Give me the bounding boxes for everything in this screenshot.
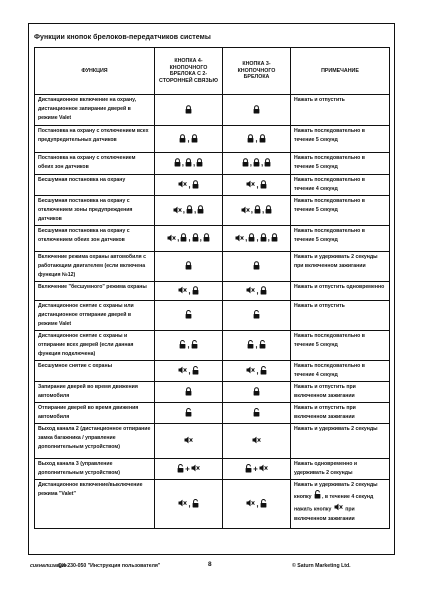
function-cell: Запирание дверей во время движения автомобиля <box>35 382 155 403</box>
function-cell: Бесшумная постановка на охрану с отключением обеих зон датчиков <box>35 226 155 252</box>
button-4key-cell <box>155 361 223 382</box>
button-4key-cell <box>155 382 223 403</box>
button-3key-cell <box>223 382 291 403</box>
button-3key-cell <box>223 301 291 331</box>
button-4key-cell <box>155 480 223 529</box>
document-title: Функции кнопок брелоков-передатчиков системы <box>34 34 211 41</box>
padlock-open-icon <box>245 464 252 475</box>
button-3key-cell <box>223 459 291 480</box>
button-3key-cell <box>223 175 291 196</box>
padlock-open-icon <box>253 408 260 419</box>
padlock-closed-icon <box>186 205 193 216</box>
function-cell: Бесшумное снятие с охраны <box>35 361 155 382</box>
speaker-mute-icon <box>178 366 187 376</box>
comma-separator: , <box>188 233 191 243</box>
note-cell: Нажать последовательно в течение 4 секунд <box>291 175 390 196</box>
table-row <box>35 196 390 226</box>
note-cell: Нажать последовательно в течение 5 секунд <box>291 196 390 226</box>
function-cell: Выход канала 2 (дистанционное отпирание замка багажника / управление дополнительным устройством) <box>35 424 155 459</box>
padlock-open-icon <box>185 310 192 321</box>
comma-separator: , <box>188 180 191 190</box>
padlock-closed-icon <box>253 261 260 272</box>
button-4key-cell <box>155 226 223 252</box>
padlock-closed-icon <box>253 105 260 116</box>
function-cell: Бесшумная постановка на охрану <box>35 175 155 196</box>
padlock-open-icon <box>177 464 184 475</box>
button-4key-cell <box>155 424 223 459</box>
padlock-open-icon <box>260 366 267 377</box>
padlock-open-icon <box>314 490 321 503</box>
padlock-closed-icon <box>180 233 187 244</box>
note-cell: Нажать последовательно в течение 5 секунд <box>291 126 390 153</box>
padlock-open-icon <box>191 340 198 351</box>
comma-separator: , <box>199 233 202 243</box>
padlock-open-icon <box>259 340 266 351</box>
comma-separator: , <box>249 158 252 168</box>
table-row <box>35 226 390 252</box>
table-row <box>35 175 390 196</box>
function-cell: Постановка на охрану с отключением всех предупредительных датчиков <box>35 126 155 153</box>
note-cell: Нажать и отпустить при включенном зажигании <box>291 403 390 424</box>
speaker-mute-icon <box>241 206 250 216</box>
button-4key-cell <box>155 252 223 282</box>
note-cell: Нажать и отпустить при включенном зажигании <box>291 382 390 403</box>
note-cell: Нажать и удерживать 2 секунды кнопку , в течение 4 секунд нажать кнопку при включенном зажигании <box>291 480 390 529</box>
header-function: ФУНКЦИЯ <box>35 48 155 95</box>
footer-document-name: QX-230-050 "Инструкция пользователя" <box>58 563 161 569</box>
comma-separator: , <box>267 233 270 243</box>
speaker-mute-icon <box>178 180 187 190</box>
padlock-closed-icon <box>260 286 267 297</box>
table-row <box>35 301 390 331</box>
comma-separator: , <box>256 233 259 243</box>
button-3key-cell <box>223 196 291 226</box>
speaker-mute-icon <box>246 180 255 190</box>
button-3key-cell <box>223 95 291 126</box>
speaker-mute-icon <box>191 464 200 474</box>
padlock-closed-icon <box>185 105 192 116</box>
comma-separator: , <box>250 205 253 215</box>
header-button-4key: КНОПКА 4-КНОПОЧНОГО БРЕЛОКА С 2-СТОРОННЕЙ СВЯЗЬЮ <box>155 48 223 95</box>
comma-separator: , <box>256 499 259 509</box>
padlock-closed-icon <box>253 387 260 398</box>
comma-separator: , <box>187 134 190 144</box>
comma-separator: , <box>194 205 197 215</box>
function-cell: Дистанционное включение/выключение режима "Valet" <box>35 480 155 529</box>
padlock-closed-icon <box>192 233 199 244</box>
table-row <box>35 95 390 126</box>
function-cell: Выход канала 3 (управление дополнительным устройством) <box>35 459 155 480</box>
button-3key-cell <box>223 361 291 382</box>
padlock-open-icon <box>185 408 192 419</box>
function-cell: Дистанционное снятие с охраны и отпирание всех дверей (если данная функция подключена) <box>35 331 155 361</box>
padlock-closed-icon <box>185 387 192 398</box>
speaker-mute-icon <box>246 286 255 296</box>
functions-table <box>34 47 390 529</box>
table-row <box>35 361 390 382</box>
button-4key-cell <box>155 196 223 226</box>
button-3key-cell <box>223 226 291 252</box>
button-3key-cell <box>223 424 291 459</box>
button-4key-cell <box>155 301 223 331</box>
plus-separator: + <box>253 464 258 474</box>
table-row <box>35 459 390 480</box>
speaker-mute-icon <box>259 464 268 474</box>
padlock-closed-icon <box>192 180 199 191</box>
table-header-row <box>35 48 390 95</box>
speaker-mute-icon <box>184 436 193 446</box>
button-3key-cell <box>223 480 291 529</box>
function-cell: Отпирание дверей во время движения автомобиля <box>35 403 155 424</box>
function-cell: Дистанционное включение на охрану, дистанционное запирание дверей в режиме Valet <box>35 95 155 126</box>
padlock-closed-icon <box>247 134 254 145</box>
comma-separator: , <box>188 286 191 296</box>
comma-separator: , <box>256 180 259 190</box>
speaker-mute-icon <box>252 436 261 446</box>
comma-separator: , <box>255 134 258 144</box>
padlock-open-icon <box>179 340 186 351</box>
note-cell: Нажать последовательно в течение 5 секунд <box>291 153 390 175</box>
note-cell: Нажать одновременно и удерживать 2 секунды <box>291 459 390 480</box>
note-cell: Нажать и удерживать 2 секунды при включенном зажигании <box>291 252 390 282</box>
comma-separator: , <box>193 158 196 168</box>
padlock-open-icon <box>192 499 199 510</box>
table-body <box>35 95 390 529</box>
comma-separator: , <box>256 366 259 376</box>
button-3key-cell <box>223 282 291 301</box>
padlock-closed-icon <box>260 233 267 244</box>
padlock-open-icon <box>253 310 260 321</box>
padlock-closed-icon <box>196 158 203 169</box>
note-cell: Нажать и отпустить <box>291 301 390 331</box>
comma-separator: , <box>188 499 191 509</box>
padlock-closed-icon <box>197 205 204 216</box>
padlock-closed-icon <box>271 233 278 244</box>
footer-copyright: © Saturn Marketing Ltd. <box>292 563 351 569</box>
table-row <box>35 153 390 175</box>
button-4key-cell <box>155 403 223 424</box>
comma-separator: , <box>188 366 191 376</box>
footer-logo: сигнализация <box>30 563 67 569</box>
speaker-mute-icon <box>334 503 343 515</box>
padlock-closed-icon <box>248 233 255 244</box>
padlock-closed-icon <box>179 134 186 145</box>
padlock-closed-icon <box>253 158 260 169</box>
function-cell: Бесшумная постановка на охрану с отключением зоны предупреждения датчиков <box>35 196 155 226</box>
padlock-closed-icon <box>185 158 192 169</box>
padlock-open-icon <box>247 340 254 351</box>
table-row <box>35 331 390 361</box>
padlock-closed-icon <box>242 158 249 169</box>
header-note: ПРИМЕЧАНИЕ <box>291 48 390 95</box>
table-row <box>35 403 390 424</box>
comma-separator: , <box>177 233 180 243</box>
padlock-closed-icon <box>185 261 192 272</box>
padlock-closed-icon <box>260 180 267 191</box>
button-4key-cell <box>155 331 223 361</box>
comma-separator: , <box>181 158 184 168</box>
button-3key-cell <box>223 126 291 153</box>
function-cell: Постановка на охрану с отключением обеих зон датчиков <box>35 153 155 175</box>
padlock-closed-icon <box>264 158 271 169</box>
padlock-open-icon <box>260 499 267 510</box>
comma-separator: , <box>261 158 264 168</box>
button-3key-cell <box>223 153 291 175</box>
button-4key-cell <box>155 459 223 480</box>
function-cell: Включение "бесшумного" режима охраны <box>35 282 155 301</box>
button-3key-cell <box>223 252 291 282</box>
page-number: 8 <box>208 561 212 568</box>
button-4key-cell <box>155 175 223 196</box>
note-cell: Нажать последовательно в течение 5 секунд <box>291 226 390 252</box>
button-3key-cell <box>223 331 291 361</box>
note-cell: Нажать и удерживать 2 секунды <box>291 424 390 459</box>
button-4key-cell <box>155 153 223 175</box>
speaker-mute-icon <box>235 234 244 244</box>
speaker-mute-icon <box>178 499 187 509</box>
speaker-mute-icon <box>173 206 182 216</box>
padlock-closed-icon <box>191 134 198 145</box>
table-row <box>35 382 390 403</box>
padlock-closed-icon <box>265 205 272 216</box>
speaker-mute-icon <box>167 234 176 244</box>
table-row <box>35 282 390 301</box>
table-row <box>35 252 390 282</box>
padlock-closed-icon <box>192 286 199 297</box>
comma-separator: , <box>245 233 248 243</box>
comma-separator: , <box>187 340 190 350</box>
button-3key-cell <box>223 403 291 424</box>
comma-separator: , <box>255 340 258 350</box>
speaker-mute-icon <box>178 286 187 296</box>
padlock-open-icon <box>192 366 199 377</box>
button-4key-cell <box>155 95 223 126</box>
function-cell: Включение режима охраны автомобиля с работающим двигателем (если включена функция №12) <box>35 252 155 282</box>
note-cell: Нажать и отпустить <box>291 95 390 126</box>
padlock-closed-icon <box>174 158 181 169</box>
speaker-mute-icon <box>246 499 255 509</box>
function-cell: Дистанционное снятие с охраны или дистанционное отпирание дверей в режиме Valet <box>35 301 155 331</box>
button-4key-cell <box>155 126 223 153</box>
table-row <box>35 424 390 459</box>
comma-separator: , <box>182 205 185 215</box>
plus-separator: + <box>185 464 190 474</box>
padlock-closed-icon <box>203 233 210 244</box>
button-4key-cell <box>155 282 223 301</box>
table-row <box>35 480 390 529</box>
note-cell: Нажать последовательно в течение 4 секунд <box>291 361 390 382</box>
table-row <box>35 126 390 153</box>
note-cell: Нажать и отпустить одновременно <box>291 282 390 301</box>
note-cell: Нажать последовательно в течение 5 секунд <box>291 331 390 361</box>
padlock-closed-icon <box>259 134 266 145</box>
speaker-mute-icon <box>246 366 255 376</box>
header-button-3key: КНОПКА 3-КНОПОЧНОГО БРЕЛОКА <box>223 48 291 95</box>
comma-separator: , <box>262 205 265 215</box>
comma-separator: , <box>256 286 259 296</box>
padlock-closed-icon <box>254 205 261 216</box>
